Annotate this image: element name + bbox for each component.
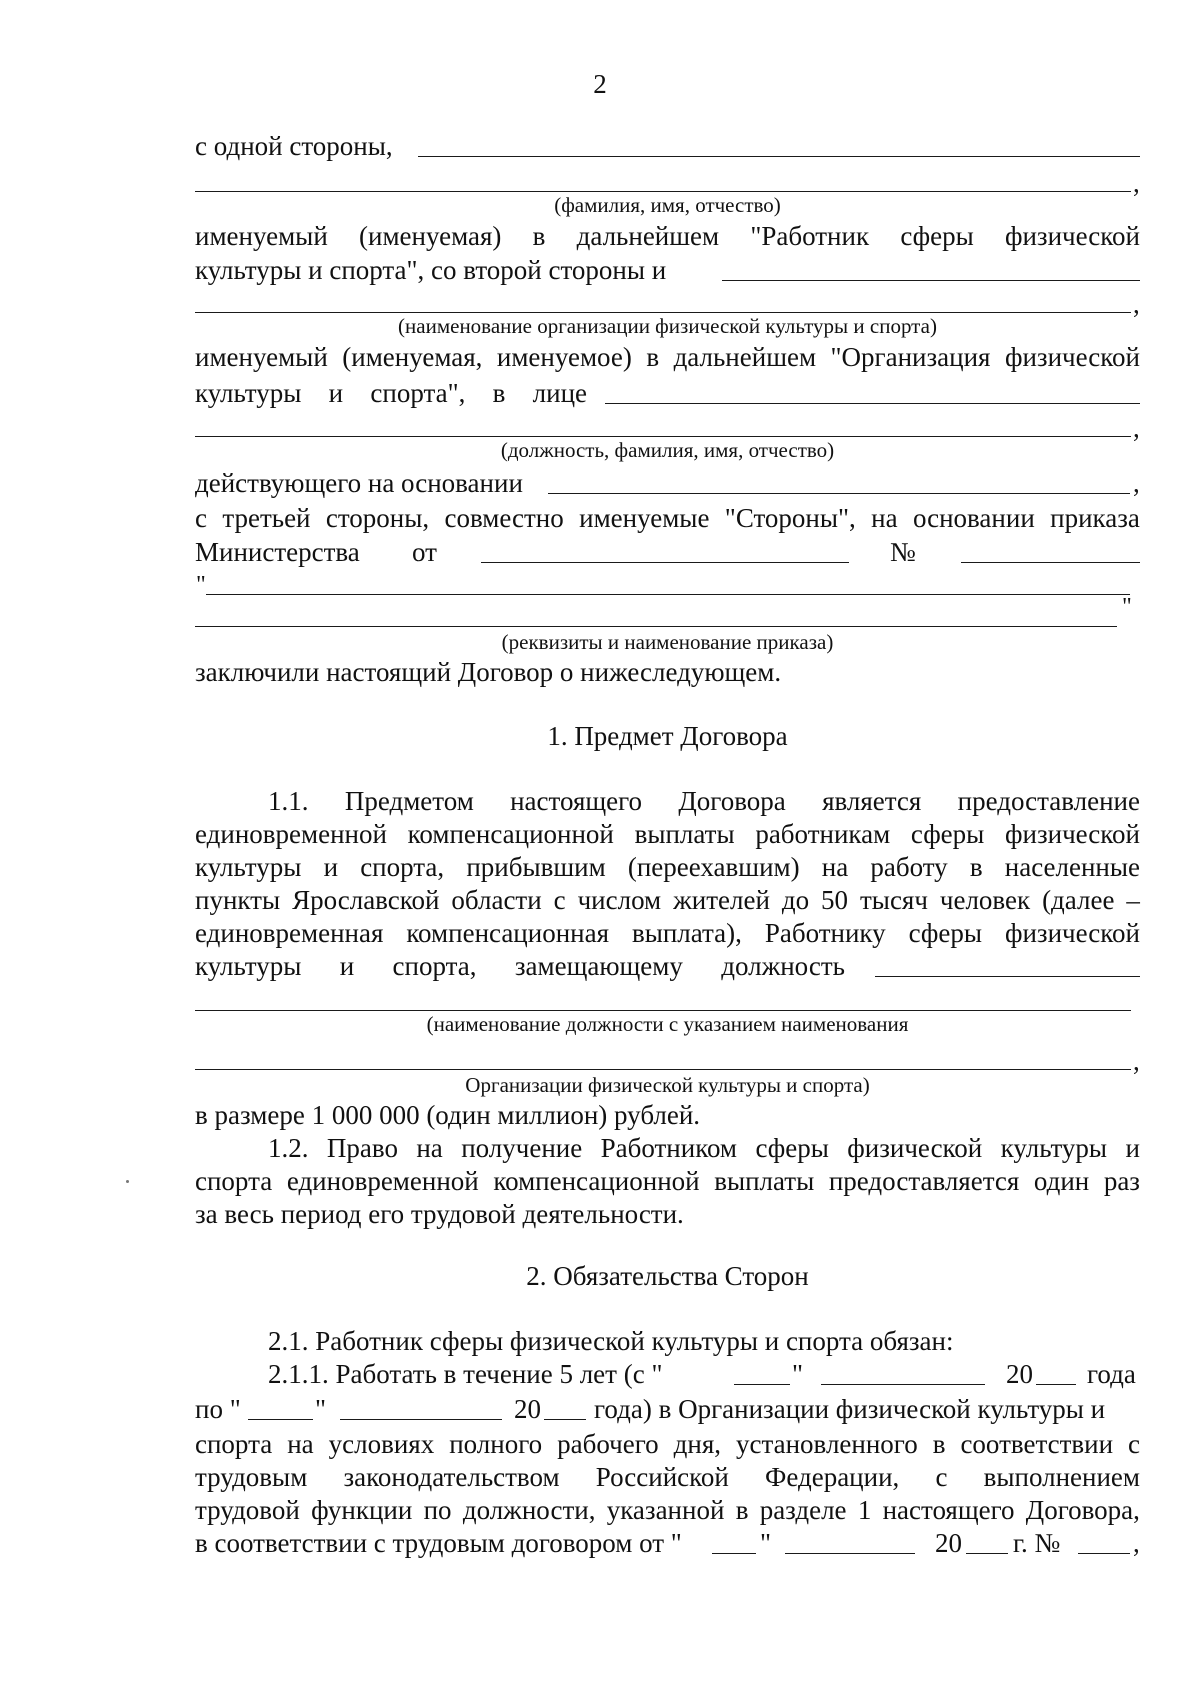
text-clause-1-2-line-1: 1.2. Право на получение Работником сферы физической культуры и [268,1133,1140,1163]
text-second-party: культуры и спорта", со второй стороны и [195,255,667,285]
blank-line [785,1553,915,1554]
text-from: от [412,537,437,567]
caption-order-details: (реквизиты и наименование приказа) [501,630,834,654]
text-clause-1-1-line-4: пункты Ярославской области с числом жителей до 50 тысяч человек (далее – [195,885,1140,915]
text-clause-2-1-1-line-4: трудовым законодательством Российской Федерации, с выполнением [195,1462,1140,1492]
blank-line [1036,1384,1076,1385]
blank-line [195,1010,1131,1011]
comma: , [1133,289,1140,319]
text-line-third-party: с третьей стороны, совместно именуемые "Стороны", на основании приказа [195,503,1140,533]
text-line-represented-by: культуры и спорта", в лице [195,378,587,408]
text-line-named-worker: именуемый (именуемая) в дальнейшем "Работник сферы физической [195,221,1140,251]
blank-line [195,312,1131,313]
text-clause-1-1-line-1: 1.1. Предметом настоящего Договора является предоставление [268,786,1140,816]
blank-line [248,1419,313,1420]
blank-line [481,562,849,563]
comma: , [1133,1046,1140,1076]
blank-line [734,1384,790,1385]
text-year-prefix: 20 [1006,1359,1033,1389]
text-first-party: с одной стороны, [195,131,393,161]
text-contract-from: в соответствии с трудовым договором от " [195,1528,682,1558]
text-concluded: заключили настоящий Договор о нижеследующем. [195,657,782,687]
comma: , [1133,1528,1140,1558]
blank-line [544,1419,586,1420]
text-clause-1-1-line-6: культуры и спорта, замещающему должность [195,951,845,981]
text-year-number-sign: г. № [1013,1528,1061,1558]
section-2-heading: 2. Обязательства Сторон [526,1261,809,1291]
blank-line [1078,1553,1130,1554]
text-acting-basis: действующего на основании [195,468,523,498]
blank-line [548,493,1130,494]
quote-mark: " [196,572,206,598]
quote-mark: " [760,1528,772,1558]
comma: , [1133,168,1140,198]
caption-organization: Организации физической культуры и спорта) [465,1073,870,1097]
comma: , [1133,468,1140,498]
quote-mark: " [315,1394,327,1424]
text-line-named-organization: именуемый (именуемая, именуемое) в дальнейшем "Организация физической [195,342,1140,372]
text-clause-2-1-1-line-3: спорта на условиях полного рабочего дня, установленного в соответствии с [195,1429,1140,1459]
text-clause-2-1-1-line-2: года) в Организации физической культуры и [594,1394,1106,1424]
quote-mark: " [792,1359,804,1389]
caption-position-title: (наименование должности с указанием наименования [426,1012,909,1036]
page-number: 2 [593,69,607,99]
blank-line [875,976,1140,977]
blank-line [722,280,1140,281]
text-clause-2-1: 2.1. Работник сферы физической культуры и спорта обязан: [268,1326,954,1356]
caption-full-name: (фамилия, имя, отчество) [554,193,781,217]
blank-line [821,1384,985,1385]
text-year-prefix: 20 [514,1394,541,1424]
text-clause-1-2-line-3: за весь период его трудовой деятельности. [195,1199,684,1229]
section-1-heading: 1. Предмет Договора [547,721,788,751]
blank-line [206,594,1130,595]
caption-organization-name: (наименование организации физической культуры и спорта) [398,314,937,338]
quote-open: по " [195,1394,241,1424]
blank-line [195,436,1131,437]
blank-line [195,1069,1131,1070]
blank-line [418,156,1140,157]
text-clause-1-1-line-2: единовременной компенсационной выплаты работникам сферы физической [195,819,1140,849]
text-clause-2-1-1-line-5: трудовой функции по должности, указанной в разделе 1 настоящего Договора, [195,1495,1140,1525]
blank-line [195,191,1131,192]
text-clause-1-1-line-5: единовременная компенсационная выплата), Работнику сферы физической [195,918,1140,948]
comma: , [1133,413,1140,443]
text-year-word: года [1087,1359,1136,1389]
blank-line [961,562,1140,563]
blank-line [340,1419,502,1420]
blank-line [605,403,1140,404]
blank-line [712,1553,756,1554]
blank-line [195,626,1117,627]
text-amount: в размере 1 000 000 (один миллион) рублей. [195,1100,701,1130]
text-year-prefix: 20 [935,1528,962,1558]
text-ministry: Министерства [195,537,360,567]
text-clause-2-1-1-start: 2.1.1. Работать в течение 5 лет (с " [268,1359,663,1389]
quote-mark: " [1122,594,1132,620]
text-clause-1-1-line-3: культуры и спорта, прибывшим (переехавшим) на работу в населенные [195,852,1140,882]
text-number-sign: № [890,537,916,567]
scan-speck [126,1180,129,1183]
caption-position-name: (должность, фамилия, имя, отчество) [500,438,835,462]
text-clause-1-2-line-2: спорта единовременной компенсационной выплаты предоставляется один раз [195,1166,1140,1196]
blank-line [966,1553,1008,1554]
